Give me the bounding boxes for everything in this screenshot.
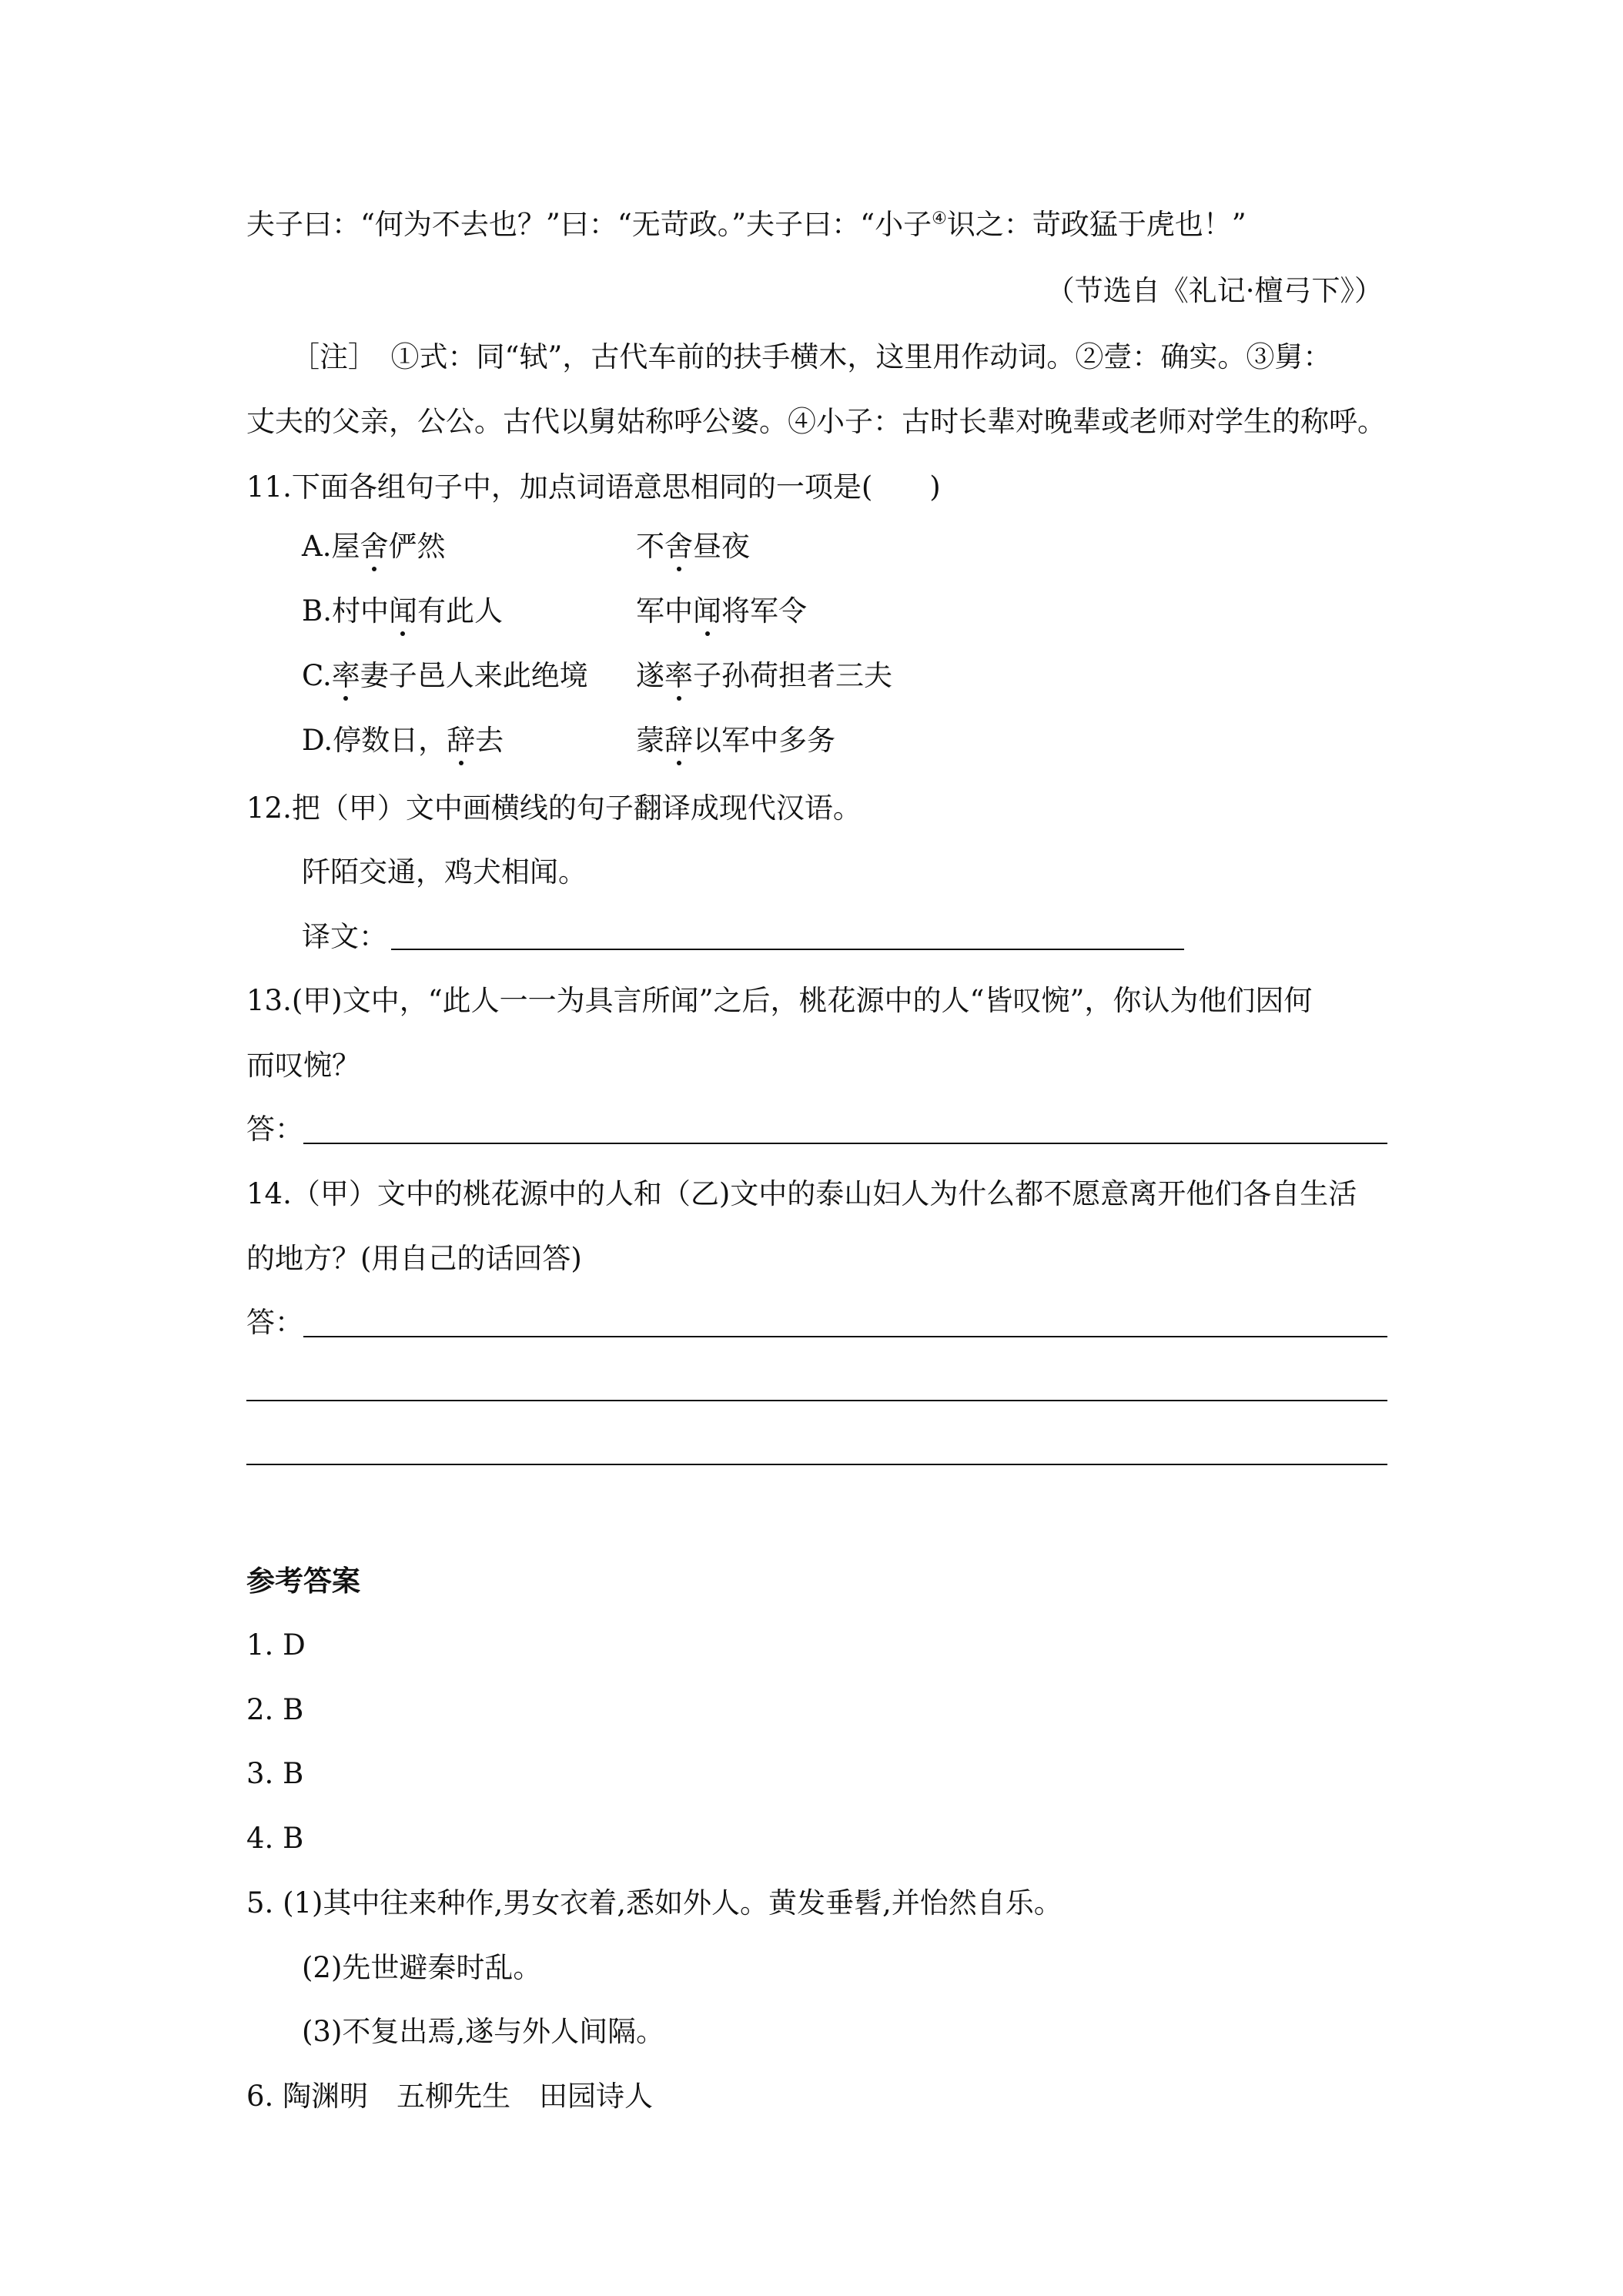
option-text: 子孙荷担者三夫 (693, 659, 892, 692)
note-line: ［注］ ①式：同“轼”，古代车前的扶手横木，这里用作动词。②壹：确实。③舅： (291, 340, 1332, 373)
option-compare (636, 528, 750, 565)
answer-item: 5. (1)其中往来种作,男女衣着,悉如外人。黄发垂髫,并怡然自乐。 (246, 1886, 1062, 1919)
option-text: 将军令 (721, 594, 807, 628)
option-text: 妻子邑人来此绝境 (360, 659, 588, 692)
question-12-stem: 12.把（甲）文中画横线的句子翻译成现代汉语。 (246, 792, 862, 825)
emphasis-dot-word: 辞 (447, 722, 475, 759)
answer-item: (2)先世避秦时乱。 (302, 1951, 542, 1984)
option-text: 以军中多务 (693, 724, 835, 757)
translation-label: 译文： (302, 920, 387, 953)
emphasis-dot-word: 舍 (664, 528, 693, 565)
option-text: D.停数日， (302, 724, 447, 757)
answer-item: 2. B (246, 1693, 304, 1726)
option-text: 遂 (636, 659, 664, 692)
question-14-stem: 的地方？(用自己的话回答) (246, 1242, 582, 1275)
note-line: 丈夫的父亲，公公。古代以舅姑称呼公婆。④小子：古时长辈对晚辈或老师对学生的称呼。 (246, 405, 1386, 438)
option-text: C. (302, 659, 332, 692)
question-13-stem: 而叹惋？ (246, 1049, 360, 1082)
question-12-sentence: 阡陌交通，鸡犬相闻。 (302, 855, 587, 889)
emphasis-dot-word: 率 (332, 658, 360, 694)
answer-item: 1. D (246, 1628, 306, 1662)
option-text: 不 (636, 530, 664, 563)
emphasis-dot-word: 辞 (664, 722, 693, 759)
option-compare (636, 593, 807, 630)
option-text: 俨然 (388, 530, 446, 563)
passage-line (246, 206, 1247, 243)
emphasis-dot-word: 闻 (693, 593, 721, 630)
option-text: 有此人 (417, 594, 503, 628)
option-text: A.屋 (302, 530, 360, 563)
answer-item: (3)不复出焉,遂与外人间隔。 (302, 2015, 665, 2048)
answer-item: 3. B (246, 1757, 304, 1790)
answer-line[interactable] (246, 1400, 1387, 1401)
emphasis-dot-word: 闻 (389, 593, 417, 630)
option-b (302, 593, 1380, 630)
passage-text: 夫子曰：“何为不去也？”曰：“无苛政。”夫子曰：“小子 (246, 208, 932, 241)
answer-line[interactable] (303, 1336, 1387, 1337)
passage-text: 识之：苛政猛于虎也！” (946, 208, 1247, 241)
passage-source: （节选自《礼记·檀弓下》） (1046, 274, 1383, 307)
answer-item: 6. 陶渊明 五柳先生 田园诗人 (246, 2080, 654, 2113)
question-13-stem: 13.(甲)文中，“此人一一为具言所闻”之后，桃花源中的人“皆叹惋”，你认为他们因何 (246, 984, 1313, 1017)
option-a (302, 528, 1380, 565)
option-text: 去 (475, 724, 504, 757)
footnote-marker: ④ (932, 209, 947, 229)
question-14-stem: 14.（甲）文中的桃花源中的人和（乙)文中的泰山妇人为什么都不愿意离开他们各自生活 (246, 1177, 1357, 1210)
option-text: 昼夜 (693, 530, 750, 563)
answer-line[interactable] (303, 1143, 1387, 1144)
answer-line[interactable] (246, 1464, 1387, 1465)
option-compare (636, 722, 835, 759)
emphasis-dot-word: 率 (664, 658, 693, 694)
answer-label: 答： (246, 1306, 303, 1339)
answers-heading: 参考答案 (246, 1564, 360, 1598)
option-c (302, 658, 1380, 694)
option-text: B.村中 (302, 594, 389, 628)
option-compare (636, 658, 892, 694)
answer-label: 答： (246, 1113, 303, 1146)
emphasis-dot-word: 舍 (360, 528, 388, 565)
option-text: 蒙 (636, 724, 664, 757)
option-text: 军中 (636, 594, 693, 628)
question-11-stem: 11.下面各组句子中，加点词语意思相同的一项是( ) (246, 470, 941, 504)
option-d (302, 722, 1380, 759)
answer-item: 4. B (246, 1822, 304, 1855)
answer-line[interactable] (391, 949, 1184, 950)
